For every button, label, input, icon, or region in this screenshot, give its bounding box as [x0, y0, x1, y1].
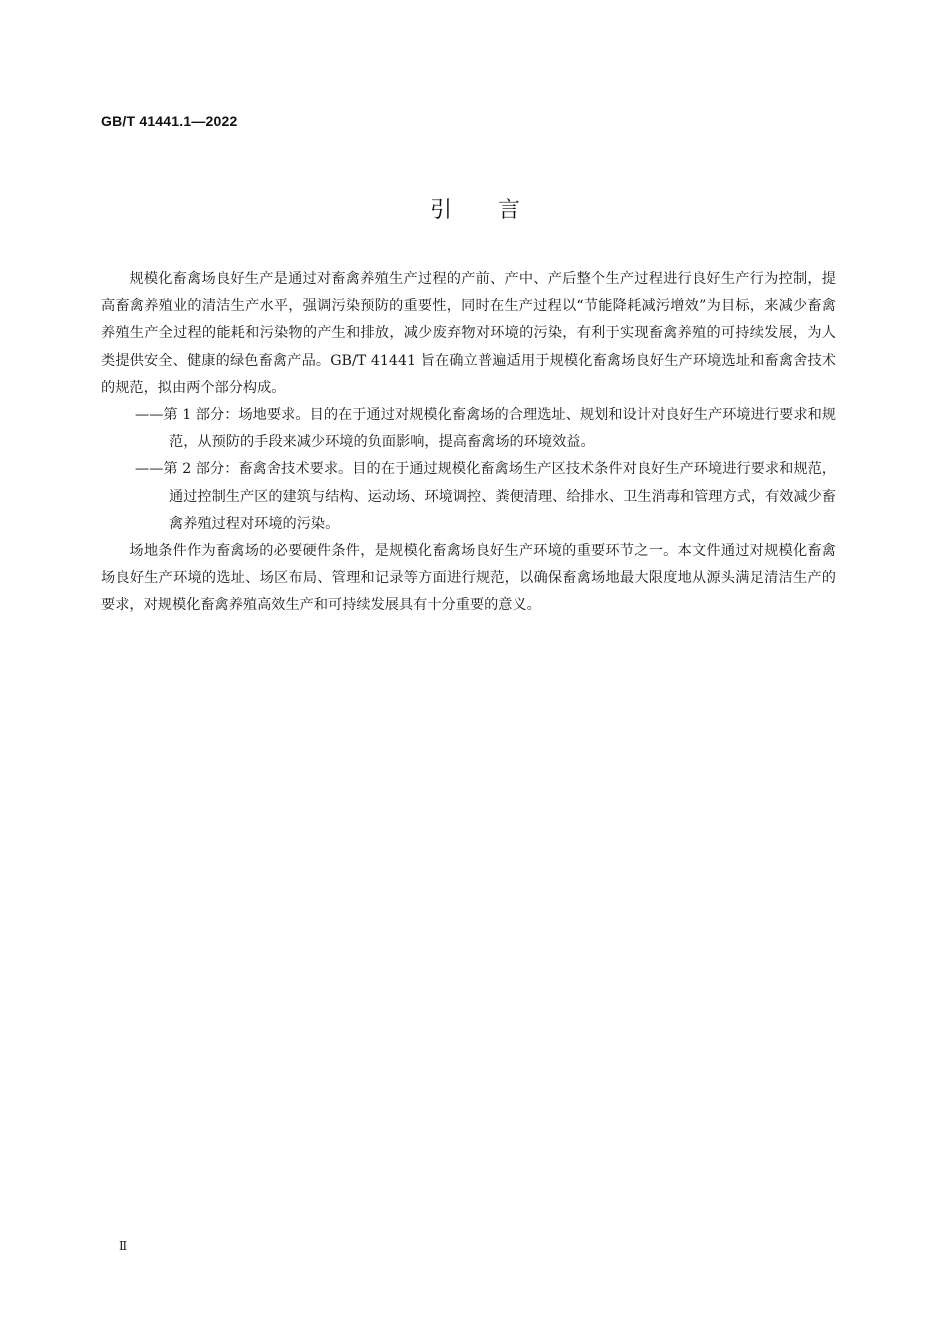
part-1-item: ——第 1 部分：场地要求。目的在于通过对规模化畜禽场的合理选址、规划和设计对良好生产环境进行要求和规范，从预防的手段来减少环境的负面影响，提高畜禽场的环境效益。	[135, 407, 836, 451]
intro-paragraph: 规模化畜禽场良好生产是通过对畜禽养殖生产过程的产前、产中、产后整个生产过程进行良好生产行为控制，提高畜禽养殖业的清洁生产水平，强调污染预防的重要性，同时在生产过程以“节能降耗减污增效”为目标，来减少畜禽养殖生产全过程的能耗和污染物的产生和排放，减少废弃物对环境的污染，有利于实现畜禽养殖的可持续发展，为人类提供安全、健康的绿色畜禽产品。GB/T 41441 旨在确立普遍适用于规模化畜禽场良好生产环境选址和畜禽舍技术的规范，拟由两个部分构成。	[101, 271, 836, 396]
page-number: Ⅱ	[119, 1239, 128, 1253]
standard-number: GB/T 41441.1—2022	[101, 113, 238, 129]
page-title: 引言	[429, 198, 566, 223]
closing-paragraph: 场地条件作为畜禽场的必要硬件条件，是规模化畜禽场良好生产环境的重要环节之一。本文件通过对规模化畜禽场良好生产环境的选址、场区布局、管理和记录等方面进行规范，以确保畜禽场地最大限度地从源头满足清洁生产的要求，对规模化畜禽养殖高效生产和可持续发展具有十分重要的意义。	[101, 543, 836, 614]
introduction-body	[101, 266, 836, 620]
part-2-item: ——第 2 部分：畜禽舍技术要求。目的在于通过规模化畜禽场生产区技术条件对良好生产环境进行要求和规范，通过控制生产区的建筑与结构、运动场、环境调控、粪便清理、给排水、卫生消毒和管理方式，有效减少畜禽养殖过程对环境的污染。	[135, 461, 836, 532]
